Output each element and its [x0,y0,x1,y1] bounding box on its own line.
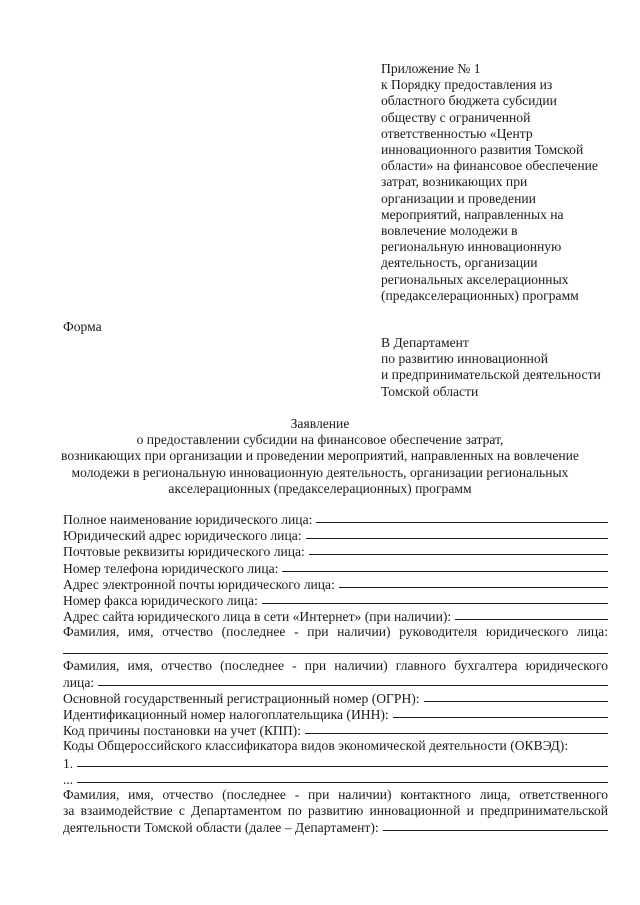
legal-address-input-line[interactable] [306,526,608,539]
appendix-line: мероприятий, направленных на [381,206,564,222]
appendix-line: Приложение № 1 [381,61,481,76]
field-label: деятельности Томской области (далее – Департамент): [63,820,379,836]
field-label: лица: [63,674,95,690]
field-inn [63,706,608,722]
recipient-line: В Департамент [381,335,469,350]
appendix-line: инновационного развития Томской [381,142,584,158]
application-title [40,416,600,497]
okved-item-1-input-line[interactable] [77,754,608,767]
field-legal-address [63,527,608,543]
form-label: Форма [63,319,102,334]
contact-input-line[interactable] [383,818,608,831]
field-label: Адрес электронной почты юридического лица: [63,576,335,592]
field-full-name [63,511,608,527]
director-input-line[interactable] [63,641,608,654]
field-label: Полное наименование юридического лица: [63,512,313,527]
field-label: Идентификационный номер налогоплательщика (ИНН): [63,707,389,723]
appendix-line: вовлечение молодежи в [381,223,518,239]
appendix-line: ответственностью «Центр [381,125,533,141]
field-label: ... [63,771,74,787]
appendix-note [381,61,621,304]
field-contact-label: за взаимодействие с Департаментом по развитию инновационной и предпринимательской [63,803,608,819]
okved-item-more-input-line[interactable] [77,770,608,783]
field-accountant-label: Фамилия, имя, отчество (последнее - при наличии) главного бухгалтера юридического [63,657,608,673]
field-accountant [63,674,608,690]
field-fax [63,592,608,608]
title-heading: Заявление [290,416,350,431]
field-label: Юридический адрес юридического лица: [63,528,302,544]
appendix-line: региональных акселерационных [381,271,569,287]
application-fields [63,511,608,836]
field-label: 1. [63,755,74,771]
postal-details-input-line[interactable] [309,542,608,555]
field-label: Почтовые реквизиты юридического лица: [63,544,305,560]
title-line: акселерационных (предакселерационных) программ [168,480,472,496]
appendix-line: (предакселерационных) программ [381,287,579,303]
recipient-line: по развитию инновационной [381,351,548,367]
field-director-label: Фамилия, имя, отчество (последнее - при наличии) руководителя юридического лица: [63,624,608,640]
appendix-line: обществу с ограниченной [381,109,531,125]
field-label: Номер телефона юридического лица: [63,560,279,576]
appendix-line: к Порядку предоставления из [381,77,553,93]
field-okved-item-1 [63,755,608,771]
email-input-line[interactable] [339,575,608,588]
fax-input-line[interactable] [262,591,608,604]
appendix-line: области» на финансовое обеспечение [381,158,598,174]
recipient-line: и предпринимательской деятельности [381,367,601,383]
inn-input-line[interactable] [393,705,608,718]
field-email [63,576,608,592]
kpp-input-line[interactable] [305,721,608,734]
title-line: о предоставлении субсидии на финансовое обеспечение затрат, [136,432,504,448]
field-okved-item-more [63,771,608,787]
field-phone [63,560,608,576]
appendix-line: затрат, возникающих при [381,174,528,190]
appendix-line: организации и проведении [381,190,536,206]
field-label: Основной государственный регистрационный номер (ОГРН): [63,690,420,706]
field-kpp [63,722,608,738]
field-label: Коды Общероссийского классификатора видов экономической деятельности (ОКВЭД): [63,738,569,754]
field-label: Адрес сайта юридического лица в сети «Интернет» (при наличии): [63,609,452,625]
phone-input-line[interactable] [282,559,608,572]
appendix-line: областного бюджета субсидии [381,93,557,109]
full-name-input-line[interactable] [316,510,608,523]
field-label: Номер факса юридического лица: [63,592,258,608]
field-contact-label: Фамилия, имя, отчество (последнее - при наличии) контактного лица, ответственного [63,787,608,802]
recipient-block [381,335,631,400]
website-input-line[interactable] [455,607,608,620]
title-line: возникающих при организации и проведении мероприятий, направленных на вовлечение [61,448,579,464]
field-website [63,608,608,624]
field-okved-label [63,738,608,754]
field-postal-details [63,543,608,559]
title-line: молодежи в региональную инновационную деятельность, организации региональных [71,464,569,480]
appendix-line: региональную инновационную [381,239,562,255]
accountant-input-line[interactable] [98,673,608,686]
field-ogrn [63,690,608,706]
field-label: Код причины постановки на учет (КПП): [63,723,301,739]
recipient-line: Томской области [381,383,479,399]
appendix-line: деятельность, организации [381,255,538,271]
ogrn-input-line[interactable] [424,689,608,702]
field-contact [63,819,608,835]
